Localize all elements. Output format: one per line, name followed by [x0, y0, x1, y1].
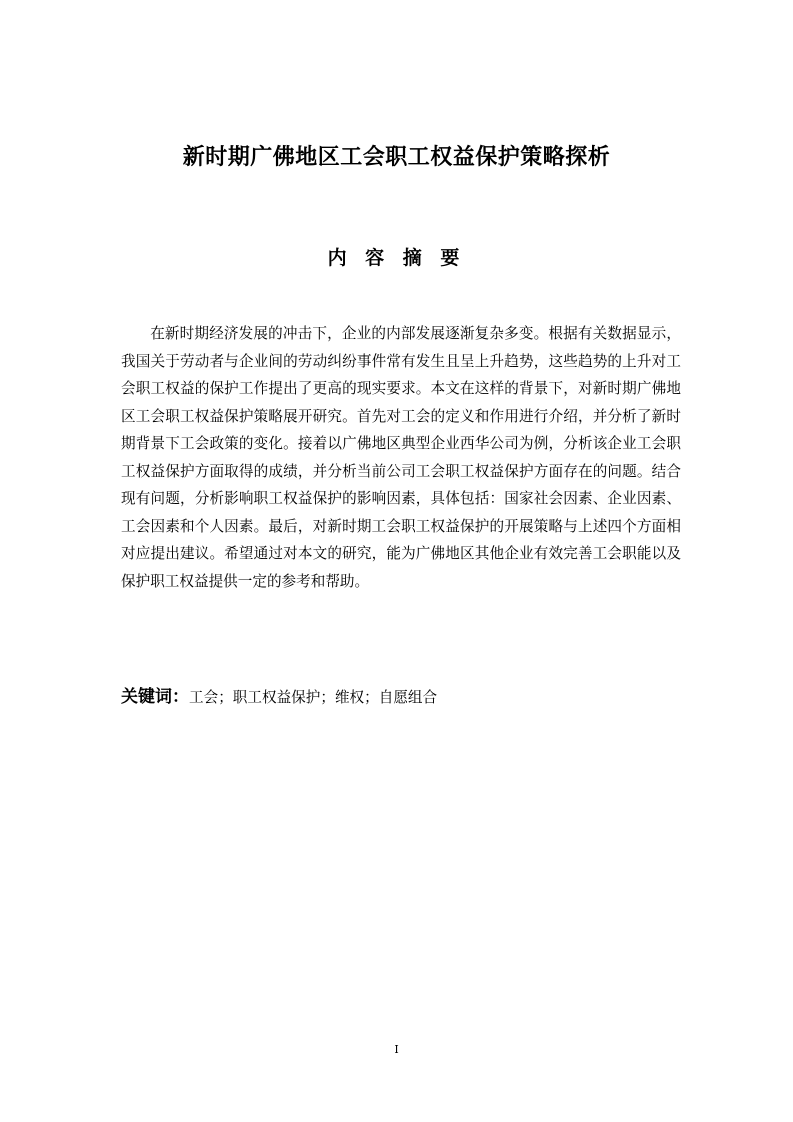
document-title: 新时期广佛地区工会职工权益保护策略探析	[182, 145, 611, 170]
keywords-value: 工会；职工权益保护；维权；自愿组合	[189, 689, 438, 706]
keywords-line	[121, 684, 681, 711]
abstract-body: 在新时期经济发展的冲击下，企业的内部发展逐渐复杂多变。根据有关数据显示，我国关于劳动者与企业间的劳动纠纷事件常有发生且呈上升趋势，这些趋势的上升对工会职工权益的保护工作提出了更高的现实要求。本文在这样的背景下，对新时期广佛地区工会职工权益保护策略展开研究。首先对工会的定义和作用进行介绍，并分析了新时期背景下工会政策的变化。接着以广佛地区典型企业西华公司为例，分析该企业工会职工权益保护方面取得的成绩，并分析当前公司工会职工权益保护方面存在的问题。结合现有问题，分析影响职工权益保护的影响因素，具体包括：国家社会因素、企业因素、工会因素和个人因素。最后，对新时期工会职工权益保护的开展策略与上述四个方面相对应提出建议。希望通过对本文的研究，能为广佛地区其他企业有效完善工会职能以及保护职工权益提供一定的参考和帮助。	[121, 325, 681, 590]
keywords-label: 关键词：	[121, 687, 189, 707]
page-number: I	[394, 1043, 399, 1056]
abstract-heading: 内 容 摘 要	[327, 247, 466, 269]
